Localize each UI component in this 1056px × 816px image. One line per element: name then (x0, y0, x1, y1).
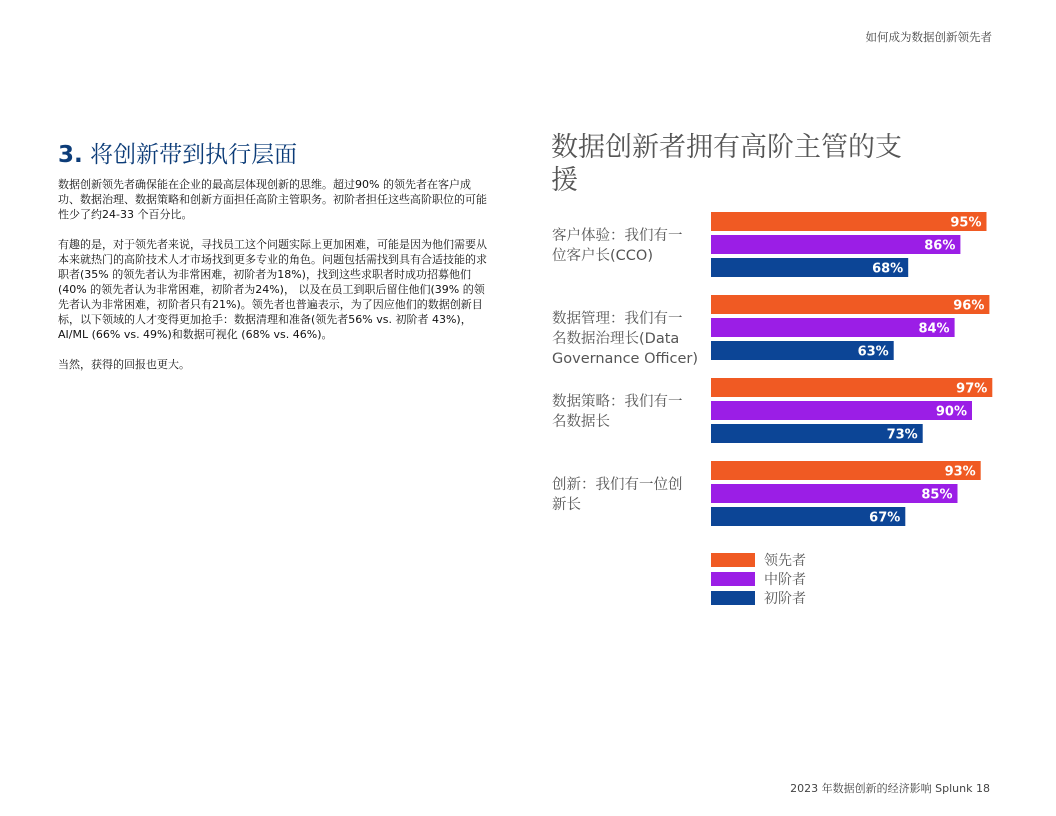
paragraph: 有趣的是，对于领先者来说，寻找员工这个问题实际上更加困难，可能是因为他们需要从本来就热门的高阶技术人才市场找到更多专业的角色。问题包括需找到具有合适技能的求职者(35% 的领先者认为非常困难，初阶者为18%)，找到这些求职者时成功招募他们(40% 的领先者认为非常困难，初阶者为24%)， 以及在员工到职后留住他们(39% 的领先者认为非常困难，初阶者只有21%)。领先者也普遍表示，为了因应他们的数据创新目标，以下领域的人才变得更加抢手：数据清理和准备(领先者56% vs. 初阶者 43%)，AI/ML (66% vs. 49%)和数据可视化 (68% vs. 46%)。 (58, 238, 487, 341)
bar (711, 401, 972, 420)
bar-value-label: 63% (857, 344, 889, 360)
bar-value-label: 96% (953, 298, 985, 314)
legend-label: 初阶者 (764, 591, 806, 607)
bar-value-label: 84% (918, 321, 950, 337)
legend-label: 领先者 (764, 553, 806, 569)
chart-title: 数据创新者拥有高阶主管的支援 (551, 132, 902, 196)
category-label: 新长 (552, 497, 581, 513)
bar-value-label: 85% (921, 487, 953, 503)
legend-swatch (711, 572, 755, 586)
bar-value-label: 95% (950, 215, 982, 231)
section-number: 3. (58, 142, 83, 168)
category-label: 数据管理：我们有一 (552, 311, 683, 327)
category-label: 创新：我们有一位创 (552, 477, 683, 493)
bar (711, 235, 960, 254)
bar (711, 295, 989, 314)
footer: 2023 年数据创新的经济影响 Splunk 18 (790, 782, 990, 795)
bar-value-label: 90% (935, 404, 967, 420)
bar-value-label: 86% (924, 238, 956, 254)
paragraph: 数据创新领先者确保能在企业的最高层体现创新的思维。超过90% 的领先者在客户成功、数据治理、数据策略和创新方面担任高阶主管职务。初阶者担任这些高阶职位的可能性少了约24-33 个百分比。 (58, 178, 487, 221)
body-text (58, 177, 488, 387)
bar (711, 378, 992, 397)
legend-swatch (711, 591, 755, 605)
section-heading: 将创新带到执行层面 (90, 142, 298, 168)
bar-value-label: 97% (956, 381, 988, 397)
bar-value-label: 67% (869, 510, 901, 526)
bar (711, 461, 981, 480)
paragraph: 当然，获得的回报也更大。 (58, 358, 190, 371)
bar-chart (540, 205, 1010, 615)
bar-value-label: 73% (886, 427, 918, 443)
bar-value-label: 93% (944, 464, 976, 480)
category-label: 名数据治理长(Data (552, 331, 680, 347)
bar (711, 212, 987, 231)
legend-label: 中阶者 (764, 572, 806, 588)
header-title: 如何成为数据创新领先者 (865, 30, 992, 44)
category-label: 客户体验：我们有一 (552, 228, 683, 244)
category-label: Governance Officer) (552, 351, 699, 367)
section-title (58, 136, 297, 169)
bar-value-label: 68% (872, 261, 904, 277)
category-label: 数据策略：我们有一 (552, 394, 683, 410)
category-label: 名数据长 (552, 414, 610, 430)
category-label: 位客户长(CCO) (552, 248, 653, 264)
legend-swatch (711, 553, 755, 567)
